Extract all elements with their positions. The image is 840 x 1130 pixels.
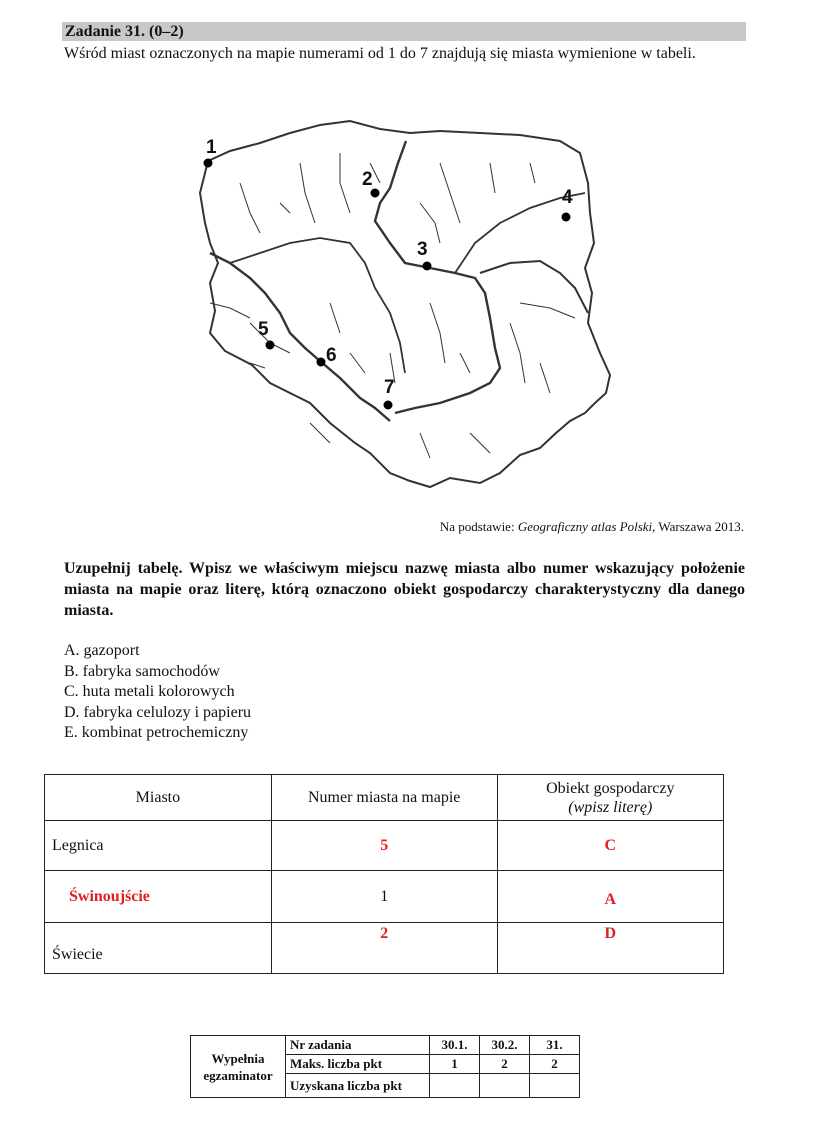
max-points: 2 — [480, 1055, 530, 1074]
city-dot-1 — [204, 159, 213, 168]
row-number[interactable]: 2 — [271, 923, 497, 974]
option-e: E. kombinat petrochemiczny — [64, 724, 249, 741]
task-header: Zadanie 31. (0–2) — [62, 22, 746, 41]
task-number: 30.2. — [480, 1036, 530, 1055]
river-warta — [230, 238, 405, 373]
task-number: 30.1. — [430, 1036, 480, 1055]
city-dot-6 — [317, 358, 326, 367]
city-label-7: 7 — [384, 377, 395, 398]
table-row — [45, 821, 724, 871]
obtained-points-input[interactable] — [480, 1074, 530, 1098]
table-row — [45, 871, 724, 923]
city-label-1: 1 — [206, 137, 217, 158]
city-dot-5 — [266, 341, 275, 350]
answer-table-header — [45, 775, 724, 821]
score-row-label: Nr zadania — [286, 1036, 430, 1055]
country-border — [200, 121, 610, 487]
header-object — [497, 775, 723, 821]
options-list — [64, 641, 251, 744]
row-city: Świecie — [45, 923, 272, 974]
score-table — [190, 1035, 580, 1098]
city-label-6: 6 — [326, 345, 337, 366]
row-letter[interactable]: A — [497, 871, 723, 923]
row-city[interactable]: Świnoujście — [45, 871, 272, 923]
answer-table — [44, 774, 724, 974]
max-points: 1 — [430, 1055, 480, 1074]
city-label-3: 3 — [417, 239, 428, 260]
header-city: Miasto — [45, 775, 272, 821]
river-odra — [210, 253, 390, 421]
score-row-label: Uzyskana liczba pkt — [286, 1074, 430, 1098]
city-label-2: 2 — [362, 169, 373, 190]
city-label-4: 4 — [562, 187, 573, 208]
option-b: B. fabryka samochodów — [64, 662, 220, 680]
examiner-label: Wypełnia egzaminator — [191, 1036, 286, 1098]
city-dot-3 — [423, 262, 432, 271]
option-c: C. huta metali kolorowych — [64, 683, 235, 700]
row-letter[interactable]: D — [497, 923, 723, 974]
source-prefix: Na podstawie: — [439, 519, 518, 534]
row-letter[interactable]: C — [497, 821, 723, 871]
source-suffix: , Warszawa 2013. — [652, 519, 744, 534]
city-label-5: 5 — [258, 319, 269, 340]
header-number: Numer miasta na mapie — [271, 775, 497, 821]
max-points: 2 — [530, 1055, 580, 1074]
row-number: 1 — [271, 871, 497, 923]
obtained-points-input[interactable] — [530, 1074, 580, 1098]
row-city: Legnica — [45, 821, 272, 871]
row-number[interactable]: 5 — [271, 821, 497, 871]
table-row — [45, 923, 724, 974]
option-d: D. fabryka celulozy i papieru — [64, 703, 252, 721]
obtained-points-input[interactable] — [430, 1074, 480, 1098]
task-instruction: Uzupełnij tabelę. Wpisz we właściwym miejscu nazwę miasta albo numer wskazujący położenie miasta na mapie oraz literę, którą oznaczono obiekt gospodarczy charakterystyczny dla danego miasta. — [64, 560, 745, 619]
map-source — [440, 519, 744, 535]
map-svg — [190, 103, 620, 503]
poland-map — [190, 103, 620, 503]
header-object-hint: (wpisz literę) — [568, 798, 653, 816]
header-object-label: Obiekt gospodarczy — [546, 779, 675, 797]
task-intro: Wśród miast oznaczonych na mapie numerami od 1 do 7 znajdują się miasta wymienione w tabeli. — [64, 45, 696, 62]
city-dot-7 — [384, 401, 393, 410]
score-row-label: Maks. liczba pkt — [286, 1055, 430, 1074]
task-number: 31. — [530, 1036, 580, 1055]
river-minor-2 — [210, 163, 575, 383]
source-title: Geograficzny atlas Polski — [517, 519, 653, 534]
river-vistula — [375, 141, 500, 413]
city-dot-4 — [562, 213, 571, 222]
option-a: A. gazoport — [64, 642, 140, 659]
